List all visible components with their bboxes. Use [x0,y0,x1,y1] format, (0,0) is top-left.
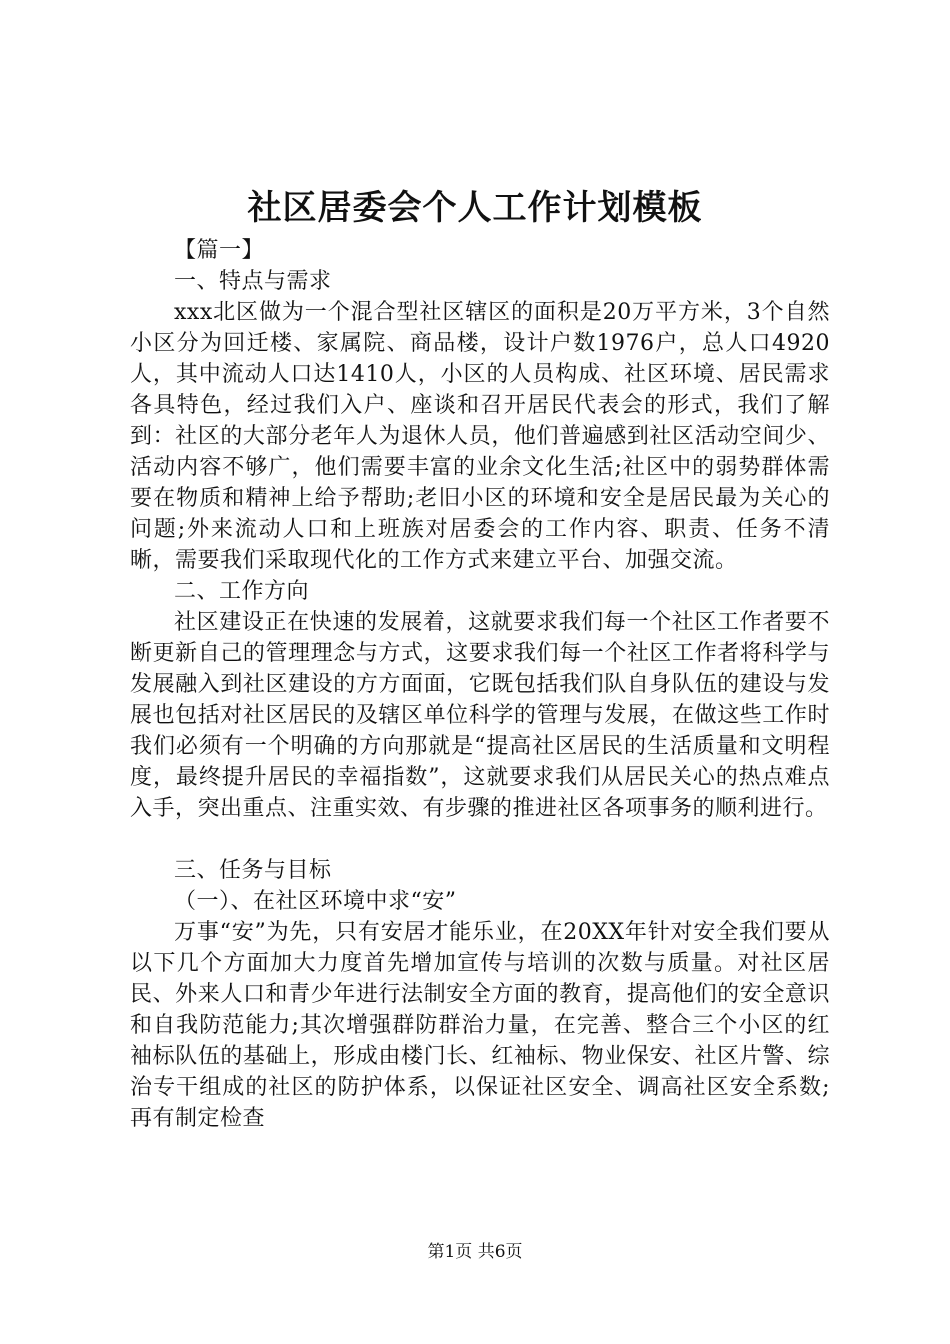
heading-tasks-goals: 三、任务与目标 [174,858,332,883]
document-title: 社区居委会个人工作计划模板 [247,188,703,228]
paragraph-gap [130,824,830,855]
paragraph-features-needs: xxx北区做为一个混合型社区辖区的面积是20万平方米，3个自然小区分为回迁楼、家属院、商品楼，设计户数1976户，总人口4920人，其中流动人口达1410人，小区的人员构成、社区环境、居民需求各具特色，经过我们入户、座谈和召开居民代表会的形式，我们了解到：社区的大部分老年人为退休人员，他们普遍感到社区活动空间少、活动内容不够广，他们需要丰富的业余文化生活;社区中的弱势群体需要在物质和精神上给予帮助;老旧小区的环境和安全是居民最为关心的问题;外来流动人口和上班族对居委会的工作内容、职责、任务不清晰，需要我们采取现代化的工作方式来建立平台、加强交流。 [130,300,830,573]
heading-work-direction: 二、工作方向 [174,579,310,604]
paragraph-safety: 万事“安”为先，只有安居才能乐业，在20XX年针对安全我们要从以下几个方面加大力度首先增加宣传与培训的次数与质量。对社区居民、外来人口和青少年进行法制安全方面的教育，提高他们的安全意识和自我防范能力;其次增强群防群治力量，在完善、整合三个小区的红袖标队伍的基础上，形成由楼门长、红袖标、物业保安、社区片警、综治专干组成的社区的防护体系，以保证社区安全、调高社区安全系数;再有制定检查 [130,920,830,1131]
page-footer: 第1页 共6页 [427,1242,523,1262]
subheading-safety: （一）、在社区环境中求“安” [174,889,457,914]
paragraph-work-direction: 社区建设正在快速的发展着，这就要求我们每一个社区工作者要不断更新自己的管理理念与方式，这要求我们每一个社区工作者将科学与发展融入到社区建设的方方面面，它既包括我们队自身队伍的建设与发展也包括对社区居民的及辖区单位科学的管理与发展，在做这些工作时我们必须有一个明确的方向那就是“提高社区居民的生活质量和文明程度，最终提升居民的幸福指数”，这就要求我们从居民关心的热点难点入手，突出重点、注重实效、有步骤的推进社区各项事务的顺利进行。 [130,610,830,821]
heading-features-needs: 一、特点与需求 [174,269,332,294]
section-label: 【篇一】 [174,238,265,263]
document-body [130,235,830,1134]
